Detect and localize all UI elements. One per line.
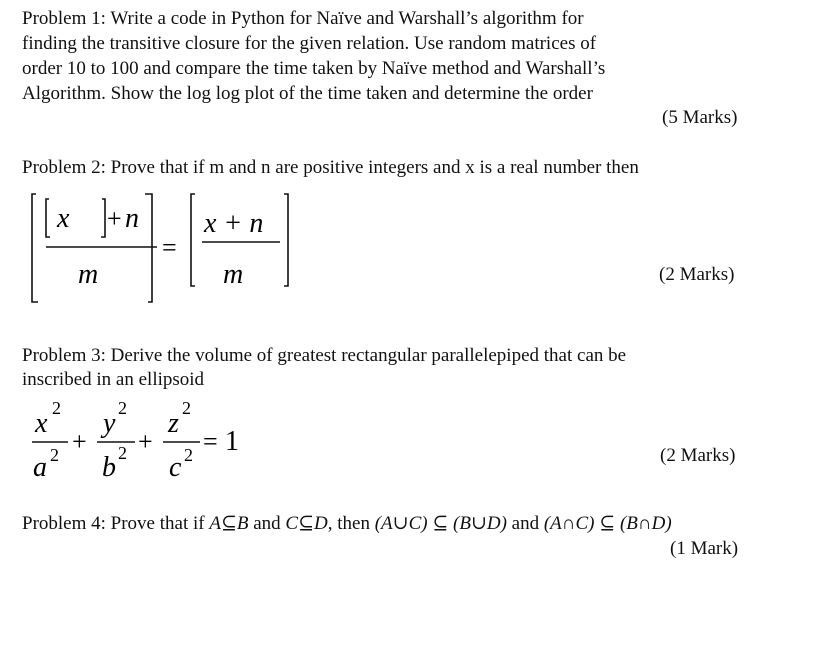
formula-x: x xyxy=(57,203,70,234)
numerator-z: z xyxy=(168,408,179,439)
denominator-c: c xyxy=(169,452,182,483)
problem-3-line-1: Problem 3: Derive the volume of greatest rectangular parallelepiped that can be xyxy=(22,345,627,366)
outer-left-floor-bracket xyxy=(32,194,38,302)
right-term-left-floor-bracket xyxy=(191,194,195,286)
union-right: (B∪D) xyxy=(453,513,507,534)
formula-m-left: m xyxy=(78,259,99,290)
denominator-b-sup: 2 xyxy=(118,443,127,463)
problem-3-formula xyxy=(22,396,252,486)
set-b: B xyxy=(236,513,249,534)
problem-4-marks: (1 Mark) xyxy=(670,538,739,559)
plus-2: + xyxy=(138,427,153,456)
problem-1-line-3: order 10 to 100 and compare the time taken by Naïve method and Warshall’s xyxy=(22,58,606,79)
numerator-x-sup: 2 xyxy=(52,398,61,418)
subset-symbol-1: ⊆ xyxy=(220,513,237,534)
denominator-b: b xyxy=(102,452,116,483)
formula-x-plus-n: x + n xyxy=(204,208,264,239)
problem-1-line-1: Problem 1: Write a code in Python for Naïve and Warshall’s algorithm for xyxy=(22,8,584,29)
set-d: D xyxy=(314,513,328,534)
subset-symbol-4: ⊆ xyxy=(599,513,616,534)
formula-plus-left: + xyxy=(107,204,122,233)
numerator-x: x xyxy=(35,408,48,439)
union-left: (A∪C) xyxy=(374,513,428,534)
problem-3-line-2: inscribed in an ellipsoid xyxy=(22,369,205,390)
formula-m-right: m xyxy=(223,259,244,290)
problem-1-marks: (5 Marks) xyxy=(662,107,738,128)
numerator-y: y xyxy=(103,408,116,439)
inner-right-floor-bracket xyxy=(101,199,105,237)
problem-2-formula xyxy=(22,190,312,312)
right-term-right-floor-bracket xyxy=(284,194,288,286)
plus-1: + xyxy=(72,427,87,456)
subset-symbol-2: ⊆ xyxy=(298,513,315,534)
then-text: , then xyxy=(327,513,375,534)
problem-2-line-1: Problem 2: Prove that if m and n are positive integers and x is a real number then xyxy=(22,157,639,178)
problem-4-statement xyxy=(22,512,672,536)
denominator-a: a xyxy=(33,452,47,483)
numerator-y-sup: 2 xyxy=(118,398,127,418)
intersection-left: (A∩C) xyxy=(543,513,595,534)
denominator-a-sup: 2 xyxy=(50,445,59,465)
problem-1-line-4: Algorithm. Show the log log plot of the time taken and determine the order xyxy=(22,83,593,104)
set-a: A xyxy=(209,513,221,534)
formula-eq: = xyxy=(162,233,177,262)
problem-3-marks: (2 Marks) xyxy=(660,445,736,466)
and-text-2: and xyxy=(506,513,544,534)
formula-n-left: n xyxy=(125,203,139,234)
intersection-right: (B∩D) xyxy=(619,513,672,534)
outer-right-floor-bracket xyxy=(145,194,152,302)
inner-left-floor-bracket xyxy=(46,199,50,237)
set-c: C xyxy=(285,513,299,534)
equals: = xyxy=(203,427,218,456)
and-text: and xyxy=(248,513,286,534)
problem-2-marks: (2 Marks) xyxy=(659,264,735,285)
one: 1 xyxy=(225,426,239,457)
subset-symbol-3: ⊆ xyxy=(432,513,449,534)
problem-1-line-2: finding the transitive closure for the given relation. Use random matrices of xyxy=(22,33,597,54)
numerator-z-sup: 2 xyxy=(182,398,191,418)
problem-4-prefix: Problem 4: Prove that if xyxy=(22,513,210,534)
denominator-c-sup: 2 xyxy=(184,445,193,465)
